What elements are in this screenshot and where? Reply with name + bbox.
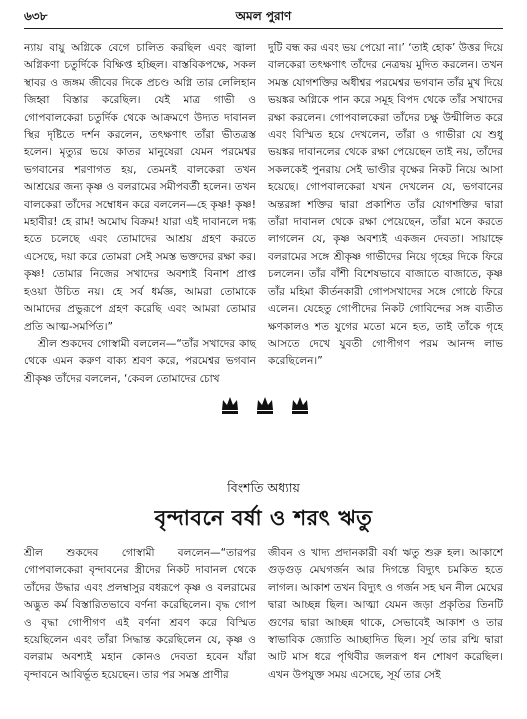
paragraph: শ্রীল শুকদেব গোস্বামী বললেন—“তারপর গোপবালকেরা বৃন্দাবনের স্ত্রীদের নিকট দাবানল থেকে তাঁদের উদ্ধার এবং প্রলম্বাসুর বধরূপে কৃষ্ণ ও বলরামের অদ্ভুত কর্ম বিস্তারিতভাবে বর্ণনা করেছিলেন। বৃদ্ধ গোপ ও বৃদ্ধা গোপীগণ এই বর্ণনা শ্রবণ করে বিস্মিত হয়েছিলেন এবং তাঁরা সিদ্ধান্ত করেছিলেন যে, কৃষ্ণ ও বলরাম অবশ্যই মহান কোনও দেবতা হবেন যাঁরা বৃন্দাবনে আবির্ভূত হয়েছেন। তার পর সমস্ত প্রাণীর <box>24 547 256 681</box>
running-title: অমল পুরাণ <box>235 9 292 23</box>
paragraph: জীবন ও খাদ্য প্রদানকারী বর্ষা ঋতু শুরু হল। আকাশে গুড়গুড় মেঘগর্জন আর দিগন্তে বিদ্যুৎ চমকিত হতে লাগল। আকাশ তখন বিদ্যুৎ ও গর্জন সহ ঘন নীল মেঘের দ্বারা আচ্ছন্ন ছিল। আত্মা যেমন জড়া প্রকৃতির তিনটি গুণের দ্বারা আচ্ছন্ন থাকে, সেভাবেই আকাশ ও তার স্বাভাবিক জ্যোতি আচ্ছাদিত ছিল। সূর্য তার রশ্মি দ্বারা আট মাস ধরে পৃথিবীর জলরূপ ধন শোষণ করেছিল। এখন উপযুক্ত সময় এসেছে, সূর্য তার সেই <box>268 547 503 681</box>
paragraph: শ্রীল শুকদেব গোস্বামী বললেন—“তাঁর সখাদের কাছ থেকে এমন করুণ বাক্য শ্রবণ করে, পরমেশ্বর ভগবান শ্রীকৃষ্ণ তাঁদের বললেন, ‘কেবল তোমাদের চোখ <box>24 337 256 385</box>
page-number: ৬৩৮ <box>24 9 48 23</box>
bottom-right-column <box>268 545 503 684</box>
top-left-column <box>24 40 256 388</box>
chapter-label: বিংশতি অধ্যায় <box>227 480 300 495</box>
crown-ornament-icon <box>254 394 276 416</box>
paragraph: দুটি বন্ধ কর এবং ভয় পেয়ো না।’ ‘তাই হোক’ উত্তর দিয়ে বালকেরা তৎক্ষণাৎ তাঁদের নেত্রদ্বয় মুদিত করলেন। তখন সমস্ত যোগশক্তির অধীশ্বর পরমেশ্বর ভগবান তাঁর মুখ দিয়ে ভয়ঙ্কর অগ্নিকে পান করে সমূহ বিপদ থেকে তাঁর সখাদের রক্ষা করলেন। গোপবালকেরা তাঁদের চক্ষু উন্মীলিত করে এবং বিস্মিত হয়ে দেখলেন, তাঁরা ও গাভীরা যে শুধু ভয়ঙ্কর দাবানলের থেকে রক্ষা পেয়েছেন তাই নয়, তাঁদের সকলকেই পুনরায় সেই ভাণ্ডীর বৃক্ষের নিকট নিয়ে আসা হয়েছে। গোপবালকেরা যখন দেখলেন যে, ভগবানের অন্তরঙ্গা শক্তির দ্বারা প্রকাশিত তাঁর যোগশক্তির দ্বারা তাঁরা দাবানল থেকে রক্ষা পেয়েছেন, তাঁরা মনে করতে লাগলেন যে, কৃষ্ণ অবশ্যই একজন দেবতা। সায়াহ্নে বলরামের সঙ্গে শ্রীকৃষ্ণ গাভীদের নিয়ে গৃহের দিকে ফিরে চললেন। তাঁর বাঁশী বিশেষভাবে বাজাতে বাজাতে, কৃষ্ণ তাঁর মহিমা কীর্তনকারী গোপসখাদের সঙ্গে গোষ্ঠে ফিরে এলেন। যেহেতু গোপীদের নিকট গোবিন্দের সঙ্গ ব্যতীত ক্ষণকালও শত যুগের মতো মনে হত, তাই তাঁকে গৃহে আসতে দেখে যুবতী গোপীগণ পরম আনন্দ লাভ করেছিলেন।” <box>268 42 503 368</box>
top-right-column <box>268 40 503 371</box>
crown-ornament-icon <box>219 394 241 416</box>
crown-ornament-icon <box>289 394 311 416</box>
page-header <box>24 8 503 26</box>
section-ornaments <box>0 394 527 418</box>
bottom-left-column <box>24 545 256 684</box>
header-rule <box>24 28 503 29</box>
chapter-title: বৃন্দাবনে বর্ষা ও শরৎ ঋতু <box>154 506 373 530</box>
paragraph: ন্যায় বায়ু অগ্নিকে বেগে চালিত করছিল এবং জ্বালা অগ্নিকণা চতুর্দিকে বিক্ষিপ্ত হচ্ছিল। বাস্তবিকপক্ষে, সকল স্থাবর ও জঙ্গম জীবের দিকে প্রচণ্ড অগ্নি তার লেলিহান জিহ্বা বিস্তার করেছিল। যেই মাত্র গাভী ও গোপবালকেরা চতুর্দিক থেকে আক্রমণে উদ্যত দাবানল স্থির দৃষ্টিতে দর্শন করলেন, তৎক্ষণাৎ তাঁরা ভীতত্রস্ত হলেন। মৃত্যুর ভয়ে কাতর মানুষেরা যেমন পরমেশ্বর ভগবানের শরণাগত হয়, তেমনই বালকেরা তখন আশ্রয়ের জন্য কৃষ্ণ ও বলরামের সমীপবর্তী হলেন। তখন বালকেরা তাঁদের সম্বোধন করে বললেন—হে কৃষ্ণ! কৃষ্ণ! মহাবীর! হে রাম! অমোঘ বিক্রম! যারা এই দাবানলে দগ্ধ হতে চলেছে এবং তোমাদের আশ্রয় গ্রহণ করতে এসেছে, দয়া করে তোমরা সেই সমস্ত ভক্তদের রক্ষা কর। কৃষ্ণ! তোমার নিজের সখাদের অবশ্যই বিনাশ প্রাপ্ত হওয়া উচিত নয়। হে সর্ব ধর্মজ্ঞ, আমরা তোমাকে আমাদের প্রভুরূপে গ্রহণ করেছি এবং আমরা তোমার প্রতি আত্ম-সমর্পিত।” <box>24 42 256 333</box>
